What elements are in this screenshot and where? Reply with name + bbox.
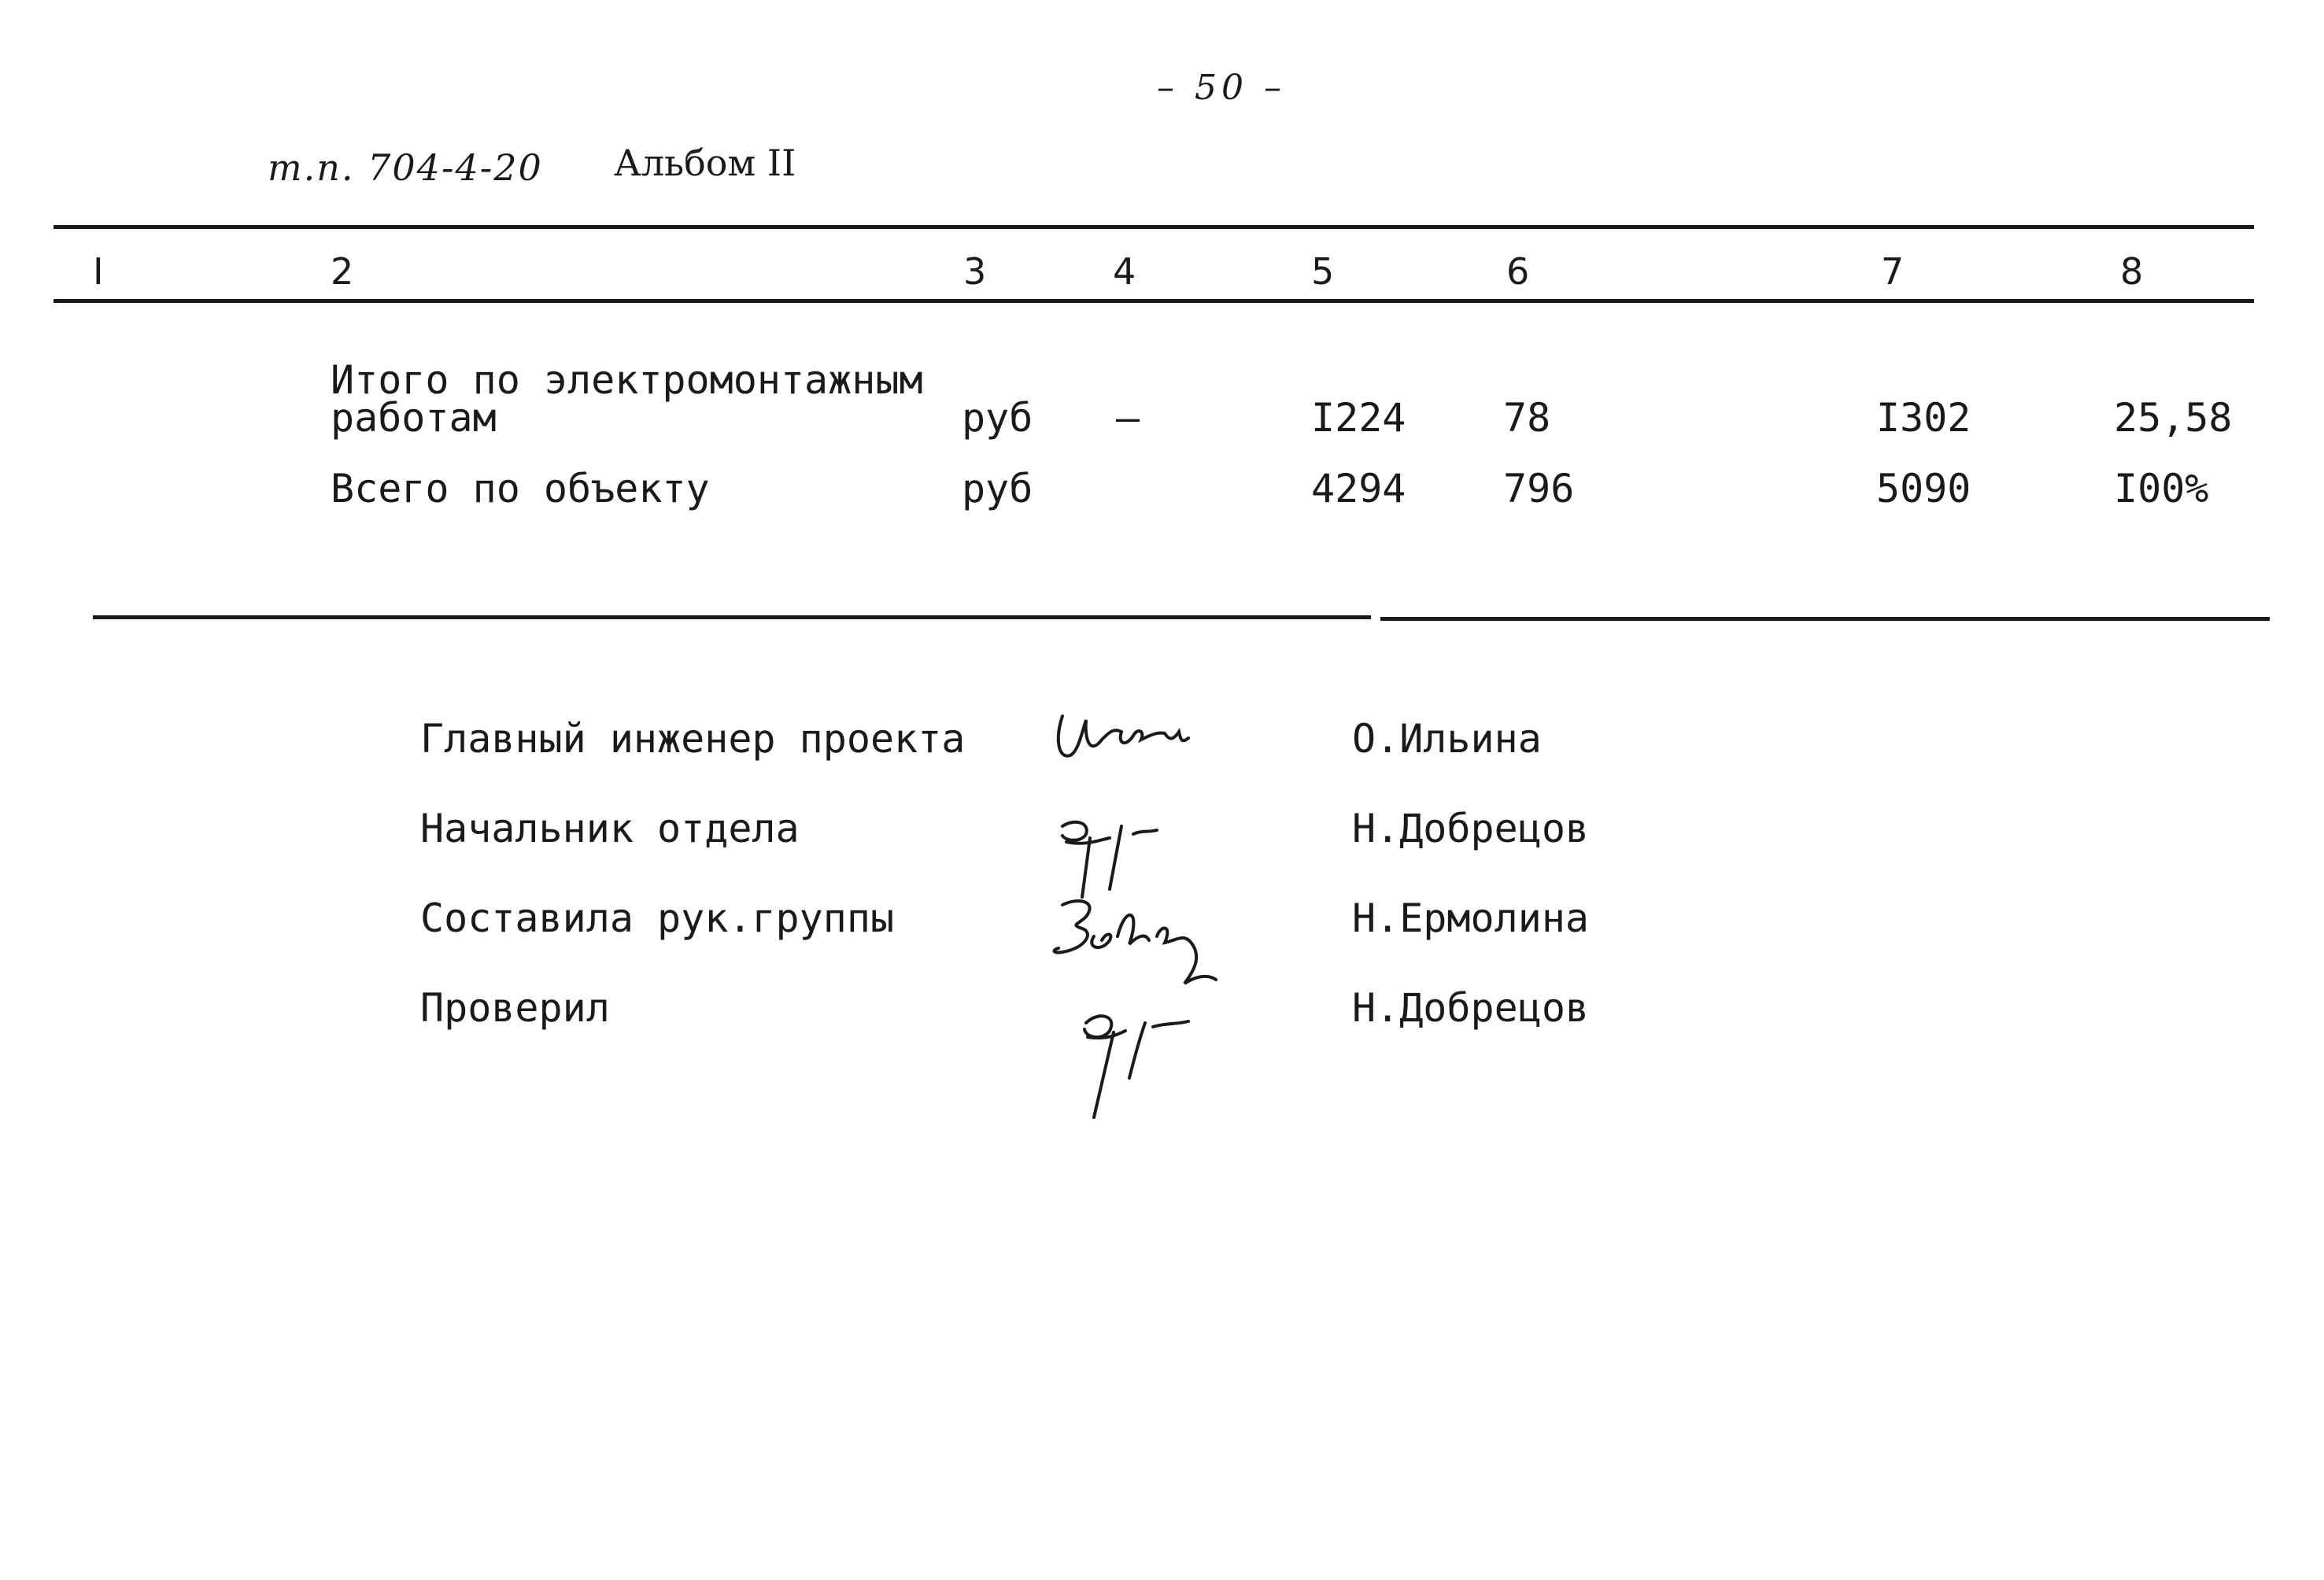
signatory-title: Проверил <box>420 985 610 1031</box>
row-col5: I224 <box>1311 395 1406 441</box>
row-name-line-2: работам <box>331 395 497 441</box>
page-number: – 50 – <box>1157 68 1286 108</box>
header-bottom-rule <box>54 299 2254 303</box>
column-header-1: I <box>93 250 104 293</box>
signatory-name: О.Ильина <box>1352 716 1542 762</box>
row-col8: 25,58 <box>2114 395 2233 441</box>
handwritten-signature <box>1047 685 1204 774</box>
row-col7: I302 <box>1876 395 1971 441</box>
row-col6: 796 <box>1503 466 1575 511</box>
signatory-name: Н.Ермолина <box>1352 895 1590 941</box>
column-header-2: 2 <box>331 250 354 293</box>
row-name-line-1: Итого по электромонтажным <box>331 357 923 403</box>
signatory-name: Н.Добрецов <box>1352 985 1590 1031</box>
row-col4: – <box>1116 395 1140 441</box>
album-label: Альбом II <box>614 142 796 184</box>
document-reference: т.п. 704-4-20 <box>268 146 543 189</box>
row-unit: руб <box>962 395 1033 441</box>
column-header-8: 8 <box>2120 250 2144 293</box>
row-col6: 78 <box>1503 395 1551 441</box>
signatory-title: Составила рук.группы <box>420 895 895 941</box>
column-header-4: 4 <box>1113 250 1136 293</box>
row-unit: руб <box>962 466 1033 511</box>
signatory-title: Главный инженер проекта <box>420 716 966 762</box>
signatory-name: Н.Добрецов <box>1352 806 1590 851</box>
table-bottom-rule-right <box>1380 617 2270 621</box>
handwritten-signature <box>1070 991 1228 1128</box>
column-header-5: 5 <box>1311 250 1335 293</box>
column-header-7: 7 <box>1881 250 1905 293</box>
table-top-rule <box>54 225 2254 229</box>
row-name-line-1: Всего по объекту <box>331 466 710 511</box>
table-bottom-rule-left <box>93 615 1371 619</box>
column-header-3: 3 <box>963 250 987 293</box>
signatory-title: Начальник отдела <box>420 806 800 851</box>
row-col8: I00% <box>2114 466 2209 511</box>
row-col7: 5090 <box>1876 466 1971 511</box>
column-header-6: 6 <box>1506 250 1530 293</box>
row-col5: 4294 <box>1311 466 1406 511</box>
handwritten-signature <box>1039 889 1228 1002</box>
